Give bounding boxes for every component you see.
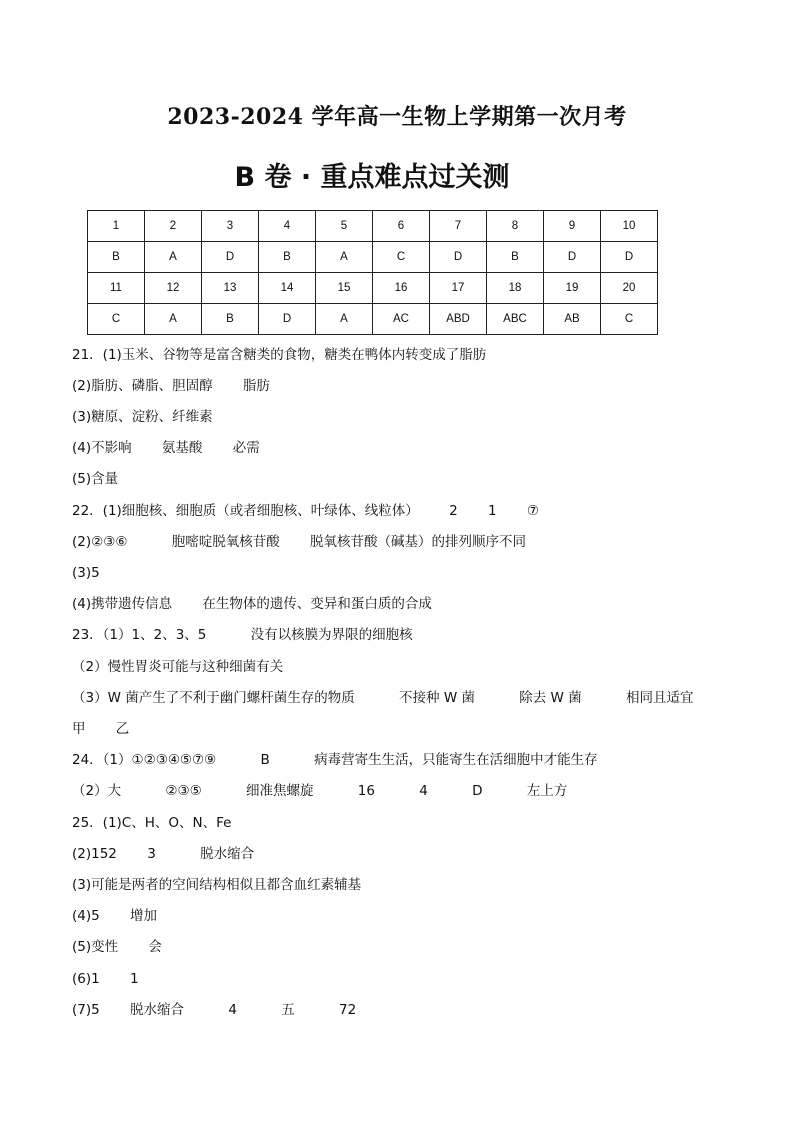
table-cell: D [544, 242, 601, 273]
answer-text: 4 [419, 783, 428, 799]
table-cell: 6 [373, 211, 430, 242]
answer-line [72, 408, 213, 426]
table-cell: A [145, 242, 202, 273]
answer-text: 4 [228, 1002, 237, 1018]
answer-text: 除去 W 菌 [519, 690, 582, 706]
table-cell: B [202, 304, 259, 335]
answer-text: 必需 [232, 440, 260, 456]
table-cell: 20 [601, 273, 658, 304]
answer-text: 不接种 W 菌 [399, 690, 475, 706]
table-cell: 19 [544, 273, 601, 304]
answer-text: 25．(1)C、H、O、N、Fe [72, 815, 232, 831]
answer-text: 22．(1)细胞核、细胞质（或者细胞核、叶绿体、线粒体） [72, 503, 419, 519]
answer-text: (7)5 [72, 1002, 100, 1018]
table-cell: D [601, 242, 658, 273]
table-row [88, 304, 658, 335]
answer-text: (2)152 [72, 846, 117, 862]
answer-text: (4)不影响 [72, 440, 132, 456]
table-cell: 1 [88, 211, 145, 242]
answer-line [72, 658, 283, 676]
answer-line [72, 907, 157, 925]
table-cell: B [88, 242, 145, 273]
answer-text: ②③⑤ [165, 783, 202, 799]
table-row [88, 211, 658, 242]
exam-title: 2023-2024 学年高一生物上学期第一次月考 [167, 104, 627, 130]
answer-text: 1 [488, 503, 497, 519]
answer-line [72, 1001, 356, 1019]
answer-line [72, 814, 231, 832]
answer-text: 在生物体的遗传、变异和蛋白质的合成 [202, 596, 432, 612]
answer-line [72, 346, 486, 364]
table-cell: 11 [88, 273, 145, 304]
answer-text: 氨基酸 [161, 440, 203, 456]
answer-text: 没有以核膜为界限的细胞核 [250, 627, 413, 643]
table-cell: 16 [373, 273, 430, 304]
answer-text: 会 [148, 939, 162, 955]
answer-line [72, 782, 567, 800]
answer-text: 24．（1）①②③④⑤⑦⑨ [72, 752, 217, 768]
table-cell: 12 [145, 273, 202, 304]
answer-line [72, 439, 260, 457]
answer-text: (3)可能是两者的空间结构相似且都含血红素辅基 [72, 877, 362, 893]
answer-text: 23．（1）1、2、3、5 [72, 627, 207, 643]
answer-text: 1 [130, 971, 139, 987]
answer-text: 脱水缩合 [200, 846, 255, 862]
answer-line [72, 938, 162, 956]
table-cell: 7 [430, 211, 487, 242]
table-cell: ABC [487, 304, 544, 335]
answer-text: (5)含量 [72, 471, 119, 487]
answer-line [72, 377, 270, 395]
answer-line [72, 470, 118, 488]
table-cell: 17 [430, 273, 487, 304]
answer-text: (4)携带遗传信息 [72, 596, 173, 612]
answer-line [72, 502, 539, 520]
table-cell: AB [544, 304, 601, 335]
answer-text: 五 [281, 1002, 295, 1018]
answer-text: 脱氧核苷酸（碱基）的排列顺序不同 [310, 534, 527, 550]
answer-text: 21．(1)玉米、谷物等是富含糖类的食物，糖类在鸭体内转变成了脂肪 [72, 347, 487, 363]
answer-line [72, 876, 361, 894]
answer-text: ⑦ [526, 503, 539, 519]
answer-text: 16 [357, 783, 375, 799]
table-cell: 8 [487, 211, 544, 242]
answer-text: 胞嘧啶脱氧核苷酸 [171, 534, 280, 550]
table-cell: A [145, 304, 202, 335]
answer-line [72, 564, 100, 582]
table-cell: ABD [430, 304, 487, 335]
answer-table [87, 210, 658, 335]
table-cell: 5 [316, 211, 373, 242]
answer-text: 脱水缩合 [130, 1002, 185, 1018]
table-row [88, 242, 658, 273]
answer-line [72, 845, 254, 863]
table-cell: A [316, 304, 373, 335]
answer-text: 病毒营寄生生活，只能寄生在活细胞中才能生存 [314, 752, 598, 768]
answer-text: (4)5 [72, 908, 100, 924]
table-cell: 2 [145, 211, 202, 242]
answer-text: 3 [147, 846, 156, 862]
table-cell: 9 [544, 211, 601, 242]
answer-text: 左上方 [526, 783, 568, 799]
table-cell: 4 [259, 211, 316, 242]
answer-text: (2)②③⑥ [72, 534, 128, 550]
answer-text: 相同且适宜 [626, 690, 694, 706]
answer-text: B [260, 752, 270, 768]
table-cell: C [373, 242, 430, 273]
answer-text: 乙 [115, 721, 130, 737]
answer-text: （3）W 菌产生了不利于幽门螺杆菌生存的物质 [72, 690, 355, 706]
table-row [88, 273, 658, 304]
answer-text: 增加 [130, 908, 158, 924]
table-cell: 3 [202, 211, 259, 242]
answer-text: (2)脂肪、磷脂、胆固醇 [72, 378, 213, 394]
answer-text: (3)5 [72, 565, 100, 581]
table-cell: D [430, 242, 487, 273]
table-cell: C [88, 304, 145, 335]
answer-text: 2 [449, 503, 458, 519]
table-cell: C [601, 304, 658, 335]
table-cell: 14 [259, 273, 316, 304]
answer-text: D [472, 783, 483, 799]
answer-line [72, 970, 139, 988]
table-cell: 15 [316, 273, 373, 304]
table-cell: A [316, 242, 373, 273]
table-cell: AC [373, 304, 430, 335]
table-cell: 18 [487, 273, 544, 304]
table-cell: B [259, 242, 316, 273]
answer-text: （2）大 [72, 783, 122, 799]
answer-line [72, 751, 598, 769]
answer-text: 72 [339, 1002, 357, 1018]
answer-text: 细准焦螺旋 [246, 783, 314, 799]
table-cell: D [259, 304, 316, 335]
answer-text: （2）慢性胃炎可能与这种细菌有关 [72, 659, 284, 675]
answer-line [72, 689, 694, 707]
exam-subtitle: B 卷 · 重点难点过关测 [234, 162, 510, 193]
answer-line [72, 626, 413, 644]
table-cell: 13 [202, 273, 259, 304]
answer-line [72, 720, 129, 738]
table-cell: B [487, 242, 544, 273]
answer-text: 甲 [72, 721, 86, 737]
answer-text: 脂肪 [242, 378, 270, 394]
answer-text: (3)糖原、淀粉、纤维素 [72, 409, 213, 425]
table-cell: D [202, 242, 259, 273]
answer-line [72, 533, 526, 551]
answer-line [72, 595, 432, 613]
answer-text: (5)变性 [72, 939, 119, 955]
answer-text: (6)1 [72, 971, 100, 987]
table-cell: 10 [601, 211, 658, 242]
